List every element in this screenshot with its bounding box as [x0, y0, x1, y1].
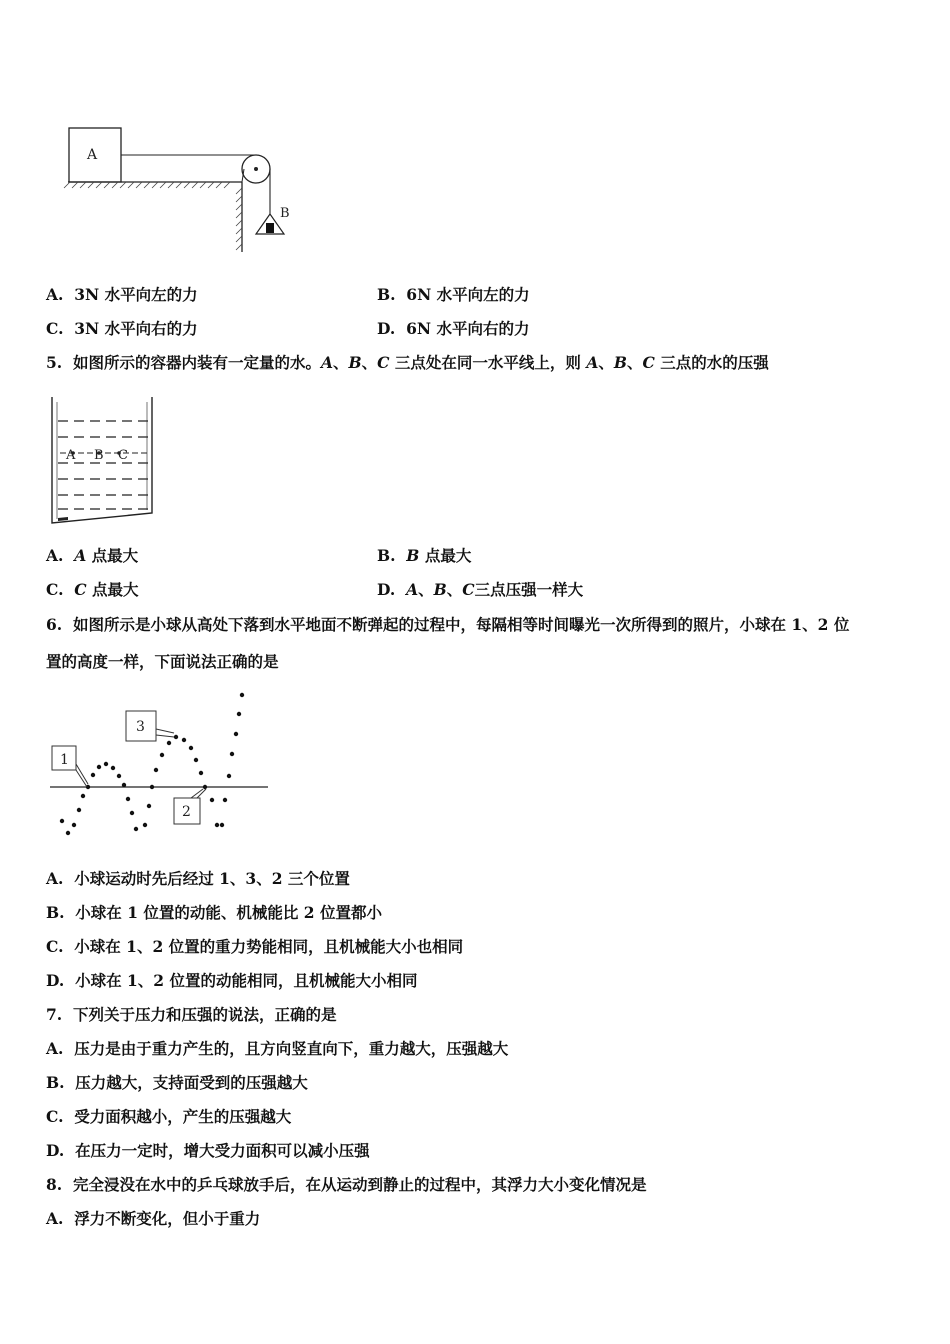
position-3-label: 3: [136, 719, 145, 735]
q4-figure: [60, 122, 320, 257]
q8-stem: 8. 完全浸没在水中的乒乓球放手后，在从运动到静止的过程中，其浮力大小变化情况是: [46, 1175, 647, 1194]
position-1-label: 1: [60, 752, 69, 768]
point-b-label: B: [94, 448, 104, 463]
q8-option-a: A. 浮力不断变化，但小于重力: [46, 1209, 261, 1228]
position-2-label: 2: [182, 804, 191, 820]
block-b-label: B: [280, 206, 290, 221]
q6-stem-line1: 6. 如图所示是小球从高处下落到水平地面不断弹起的过程中，每隔相等时间曝光一次所得到的照片，小球在 1、2 位: [46, 615, 850, 634]
q4-option-a: A. 3N 水平向左的力: [46, 285, 198, 304]
q5-option-a: A. A 点最大: [46, 546, 139, 565]
q5-option-c: C. C 点最大: [46, 580, 139, 599]
q5-option-b: B. B 点最大: [377, 546, 472, 565]
block-a-label: A: [87, 147, 98, 163]
q7-option-d: D. 在压力一定时，增大受力面积可以减小压强: [46, 1141, 370, 1160]
q7-option-c: C. 受力面积越小，产生的压强越大: [46, 1107, 292, 1126]
q5-stem: 5. 如图所示的容器内装有一定量的水。A、B、C 三点处在同一水平线上，则 A、B、C 三点的水的压强: [46, 353, 769, 372]
q4-option-b: B. 6N 水平向左的力: [377, 285, 530, 304]
q4-option-c: C. 3N 水平向右的力: [46, 319, 198, 338]
q6-option-b: B. 小球在 1 位置的动能、机械能比 2 位置都小: [46, 903, 382, 922]
q5-container-figure: [48, 393, 160, 529]
point-a-label: A: [66, 448, 76, 463]
q7-option-a: A. 压力是由于重力产生的，且方向竖直向下，重力越大，压强越大: [46, 1039, 509, 1058]
q4-option-d: D. 6N 水平向右的力: [377, 319, 530, 338]
q7-stem: 7. 下列关于压力和压强的说法，正确的是: [46, 1005, 337, 1024]
q6-option-d: D. 小球在 1、2 位置的动能相同，且机械能大小相同: [46, 971, 418, 990]
q5-option-d: D. A、B、C三点压强一样大: [377, 580, 584, 599]
q6-option-a: A. 小球运动时先后经过 1、3、2 三个位置: [46, 869, 350, 888]
q6-option-c: C. 小球在 1、2 位置的重力势能相同，且机械能大小也相同: [46, 937, 464, 956]
point-c-label: C: [118, 448, 128, 463]
q7-option-b: B. 压力越大，支持面受到的压强越大: [46, 1073, 308, 1092]
q6-stem-line2: 置的高度一样，下面说法正确的是: [46, 652, 279, 671]
q6-bounce-figure: [46, 688, 276, 850]
